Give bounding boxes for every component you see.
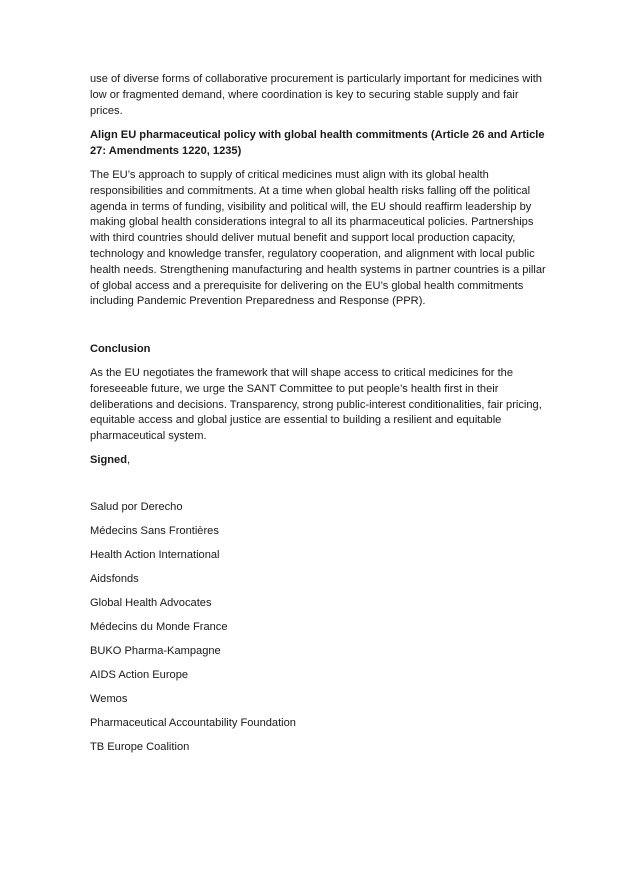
signatory: BUKO Pharma-Kampagne xyxy=(90,645,221,658)
signatory: Global Health Advocates xyxy=(90,597,212,610)
signatory: Health Action International xyxy=(90,549,220,562)
signed-label: Signed xyxy=(90,454,127,467)
signatory: TB Europe Coalition xyxy=(90,741,190,754)
spacer xyxy=(90,319,550,342)
signed-suffix: , xyxy=(126,454,131,467)
signatory: Pharmaceutical Accountability Foundation xyxy=(90,717,296,730)
signatory: AIDS Action Europe xyxy=(90,669,189,682)
signatory: Médecins du Monde France xyxy=(90,621,228,634)
document-page xyxy=(90,72,550,764)
section-paragraph: The EU’s approach to supply of critical medicines must align with its global health responsibilities and commitments. At a time when global health risks falling off the political agenda in terms of funding, visibility and political will, the EU should reaffirm leadership by making global health considerations integral to all its pharmaceutical policies. Partnerships with third countries should deliver mutual benefit and support local production capacity, technology and knowledge transfer, regulatory cooperation, and alignment with local public health needs. Strengthening manufacturing and health systems in partner countries is a pillar of global access and a prerequisite for delivering on the EU’s global health commitments including Pandemic Prevention Preparedness and Response (PPR). xyxy=(90,168,546,308)
conclusion-heading: Conclusion xyxy=(90,342,151,355)
signatories-list xyxy=(90,500,550,764)
signatory: Aidsfonds xyxy=(90,573,139,586)
signatory: Salud por Derecho xyxy=(90,501,183,514)
signatory: Médecins Sans Frontières xyxy=(90,525,219,538)
conclusion-paragraph: As the EU negotiates the framework that will shape access to critical medicines for the foreseeable future, we urge the SANT Committee to put people’s health first in their deliberations and decisions. Transparency, strong public-interest conditionalities, fair pricing, equitable access and global justice are essential to building a resilient and equitable pharmaceutical system. xyxy=(90,366,542,443)
signatory: Wemos xyxy=(90,693,128,706)
section-heading: Align EU pharmaceutical policy with global health commitments (Article 26 and Article 27: Amendments 1220, 1235) xyxy=(90,128,545,157)
signed-line xyxy=(90,453,550,469)
intro-paragraph: use of diverse forms of collaborative procurement is particularly important for medicines with low or fragmented demand, where coordination is key to securing stable supply and fair prices. xyxy=(90,73,542,117)
